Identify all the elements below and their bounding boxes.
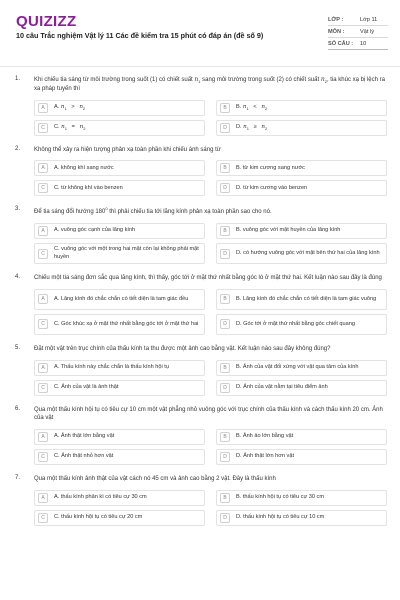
option-text: B. Ảnh của vật đối xứng với vật qua tâm của kính <box>236 363 359 370</box>
option-text: C. vuông góc với một trong hai mặt còn lại không phải mặt huyền <box>54 246 199 260</box>
option-b[interactable] <box>216 289 387 310</box>
page-title: 10 câu Trắc nghiệm Vật lý 11 Các đề kiểm tra 15 phút có đáp án (đề số 9) <box>16 31 264 40</box>
question-5 <box>0 345 400 396</box>
option-label: C. <box>54 123 62 130</box>
question-number: 1. <box>15 76 21 82</box>
option-text: D. từ kim cương vào benzen <box>236 184 308 191</box>
meta-row-count <box>328 38 388 50</box>
option-letter: A <box>38 226 48 236</box>
math-sub: 2 <box>264 106 268 111</box>
option-c[interactable] <box>34 180 205 196</box>
math-var: n <box>242 103 247 110</box>
option-letter: C <box>38 513 48 523</box>
option-text <box>54 124 85 132</box>
meta-row-class <box>328 14 388 26</box>
option-letter: A <box>38 493 48 503</box>
option-a[interactable] <box>34 360 205 376</box>
option-text <box>236 104 267 112</box>
option-text: A. vuông góc cạnh của lăng kính <box>54 227 136 234</box>
option-a[interactable] <box>34 490 205 506</box>
question-text-part: thì phải chiếu tia tới lăng kính phản xạ toàn phần sao cho nó. <box>107 209 272 216</box>
meta-info <box>328 14 388 50</box>
question-text-part: Khi chiếu tia sáng từ môi trường trong suốt (1) có chiết suất <box>34 77 195 83</box>
math-sub: 1 <box>246 106 249 111</box>
question-number: 4. <box>15 274 21 281</box>
math-operator: = <box>71 123 75 130</box>
question-number: 3. <box>15 206 21 213</box>
option-a[interactable] <box>34 160 205 176</box>
math-var: n <box>79 123 84 130</box>
options-grid <box>34 100 388 136</box>
question-text-part: , tia khúc xạ bị lệch ra xa pháp tuyến thì <box>34 77 385 92</box>
option-letter: D <box>220 183 230 193</box>
math-operator: < <box>253 103 257 110</box>
question-4 <box>0 274 400 335</box>
option-text: B. từ kim cương sang nước <box>236 164 305 171</box>
option-d[interactable] <box>216 180 387 196</box>
math-var: n <box>320 76 325 83</box>
options-grid <box>34 160 388 196</box>
option-b[interactable] <box>216 360 387 376</box>
math-var: n <box>261 123 266 130</box>
option-c[interactable] <box>34 380 205 396</box>
option-letter: C <box>38 383 48 393</box>
option-text: A. không khí sang nước <box>54 164 114 171</box>
option-c[interactable] <box>34 510 205 526</box>
option-text: A. Ảnh thật lớn bằng vật <box>54 433 115 440</box>
option-c[interactable] <box>34 243 205 264</box>
option-c[interactable] <box>34 314 205 335</box>
option-letter: D <box>220 513 230 523</box>
option-text: B. vuông góc với mặt huyền của lăng kính <box>236 227 341 234</box>
option-letter: A <box>38 163 48 173</box>
option-letter: C <box>38 452 48 462</box>
math-var: n <box>261 103 265 110</box>
math-sub: 1 <box>64 106 67 111</box>
question-3 <box>0 206 400 264</box>
option-label: D. <box>236 123 244 130</box>
option-letter: D <box>220 123 230 133</box>
math-var: n <box>79 103 83 110</box>
option-d[interactable] <box>216 120 387 136</box>
math-sub: 1 <box>64 126 67 131</box>
math-sub: 2 <box>265 126 268 131</box>
quizizz-logo: QUIZIZZ <box>16 13 77 30</box>
options-grid <box>34 490 388 526</box>
option-a[interactable] <box>34 100 205 116</box>
options-grid <box>34 289 388 335</box>
option-a[interactable] <box>34 429 205 445</box>
option-b[interactable] <box>216 100 387 116</box>
math-operator: ≥ <box>253 123 257 130</box>
degree-sup: 0 <box>105 206 108 212</box>
header <box>0 0 400 62</box>
math-var: n <box>243 123 247 130</box>
question-text-part: sang môi trường trong suốt (2) có chiết suất <box>200 77 321 83</box>
option-d[interactable] <box>216 449 387 465</box>
question-text: Đặt một vật trên trục chính của thấu kính ta thu được một ảnh cao bằng vật. Kết luận nào sau đây không đúng? <box>34 345 331 352</box>
option-letter: C <box>38 319 48 329</box>
math-var: n <box>60 103 65 110</box>
option-letter: B <box>220 432 230 442</box>
option-letter: C <box>38 249 48 259</box>
options-grid <box>34 223 388 264</box>
math-sub: 1 <box>198 79 201 85</box>
option-text: D. có hướng vuông góc với mặt bên thứ hai của lăng kính <box>236 249 380 256</box>
option-b[interactable] <box>216 160 387 176</box>
math-sub: 2 <box>324 79 327 85</box>
option-letter: A <box>38 294 48 304</box>
option-c[interactable] <box>34 449 205 465</box>
question-number: 7. <box>15 474 21 481</box>
option-text: D. Góc tới ở mặt thứ nhất bằng góc chiết quang <box>236 320 355 327</box>
option-text: B. thấu kính hội tụ có tiêu cự 30 cm <box>236 493 325 500</box>
meta-value: Lớp 11 <box>360 16 378 23</box>
option-b[interactable] <box>216 429 387 445</box>
question-1 <box>0 76 400 136</box>
math-sub: 2 <box>82 106 86 111</box>
meta-key: LỚP : <box>328 16 344 23</box>
option-text <box>54 104 85 112</box>
option-c[interactable] <box>34 120 205 136</box>
meta-value: 10 <box>360 40 367 47</box>
option-a[interactable] <box>34 289 205 310</box>
option-text: C. từ không khí vào benzen <box>54 184 123 191</box>
math-sub: 1 <box>246 126 249 131</box>
option-letter: B <box>220 294 230 304</box>
option-letter: A <box>38 432 48 442</box>
option-letter: B <box>220 363 230 373</box>
option-letter: D <box>220 319 230 329</box>
meta-value: Vật lý <box>360 28 374 35</box>
math-var: n <box>194 76 199 83</box>
question-text: Qua một thấu kính hội tụ có tiêu cự 10 cm một vật phẳng nhỏ vuông góc với trục chính của thấu kính và cách thấu kính 20 cm. Ảnh của vật <box>34 406 383 422</box>
option-d[interactable] <box>216 314 387 335</box>
option-text: B. Lăng kính đó chắc chắn có tiết diện là tam giác vuông <box>236 295 377 302</box>
option-text: C. Ảnh của vật là ảnh thật <box>54 383 119 390</box>
option-letter: D <box>220 452 230 462</box>
option-d[interactable] <box>216 243 387 264</box>
option-d[interactable] <box>216 380 387 396</box>
option-letter: A <box>38 103 48 113</box>
option-d[interactable] <box>216 510 387 526</box>
option-letter: C <box>38 123 48 133</box>
option-label: B. <box>236 103 243 110</box>
option-letter: B <box>220 226 230 236</box>
option-letter: B <box>220 493 230 503</box>
option-b[interactable] <box>216 490 387 506</box>
question-text <box>34 76 388 94</box>
question-2 <box>0 146 400 197</box>
question-number: 6. <box>15 405 21 412</box>
option-b[interactable] <box>216 223 387 239</box>
option-letter: B <box>220 163 230 173</box>
option-text: B. Ảnh ảo lớn bằng vật <box>236 433 294 440</box>
option-text: C. Góc khúc xạ ở mặt thứ nhất bằng góc tới ở mặt thứ hai <box>54 320 199 327</box>
option-text: A. thấu kính phân kì có tiêu cự 30 cm <box>54 493 147 500</box>
question-text: Qua một thấu kính ảnh thật của vật cách nó 45 cm và ảnh cao bằng 2 vật. Đây là thấu kính <box>34 475 276 482</box>
option-text: D. Ảnh thật lớn hơn vật <box>236 453 295 460</box>
header-divider <box>0 66 400 67</box>
option-letter: C <box>38 183 48 193</box>
option-text: D. thấu kính hội tụ có tiêu cự 10 cm <box>236 513 325 520</box>
option-text <box>236 124 267 132</box>
option-letter: B <box>220 103 230 113</box>
math-sub: 2 <box>83 126 86 131</box>
option-text: C. thấu kính hội tụ có tiêu cự 20 cm <box>54 513 143 520</box>
question-text: Chiếu một tia sáng đơn sắc qua lăng kính, thì thấy, góc tới ở mặt thứ nhất bằng góc ló ở mặt thứ hai. Kết luận nào sau đây là đúng <box>34 275 382 282</box>
option-text: C. Ảnh thật nhỏ hơn vật <box>54 453 114 460</box>
meta-key: SỐ CÂU : <box>328 40 354 47</box>
option-text: A. Lăng kính đó chắc chắn có tiết diện là tam giác đều <box>54 295 189 302</box>
math-var: n <box>61 123 65 130</box>
question-text-part: Để tia sáng đổi hướng 180 <box>34 209 106 216</box>
question-number: 2. <box>15 145 21 152</box>
options-grid <box>34 360 388 396</box>
option-letter: D <box>220 249 230 259</box>
math-operator: > <box>71 103 75 110</box>
question-text <box>34 206 388 217</box>
question-text: Không thể xảy ra hiện tượng phản xạ toàn phần khi chiếu ánh sáng từ <box>34 146 221 153</box>
option-letter: D <box>220 383 230 393</box>
option-text: D. Ảnh của vật nằm tại tiêu điểm ảnh <box>236 383 328 390</box>
meta-key: MÔN : <box>328 28 345 35</box>
question-number: 5. <box>15 344 21 351</box>
question-list <box>0 76 400 536</box>
options-grid <box>34 429 388 465</box>
option-a[interactable] <box>34 223 205 239</box>
meta-row-subject <box>328 26 388 38</box>
question-7 <box>0 475 400 526</box>
question-6 <box>0 406 400 465</box>
option-letter: A <box>38 363 48 373</box>
option-label: A. <box>54 103 61 110</box>
option-text: A. Thấu kính này chắc chắn là thấu kính hội tụ <box>54 363 169 370</box>
